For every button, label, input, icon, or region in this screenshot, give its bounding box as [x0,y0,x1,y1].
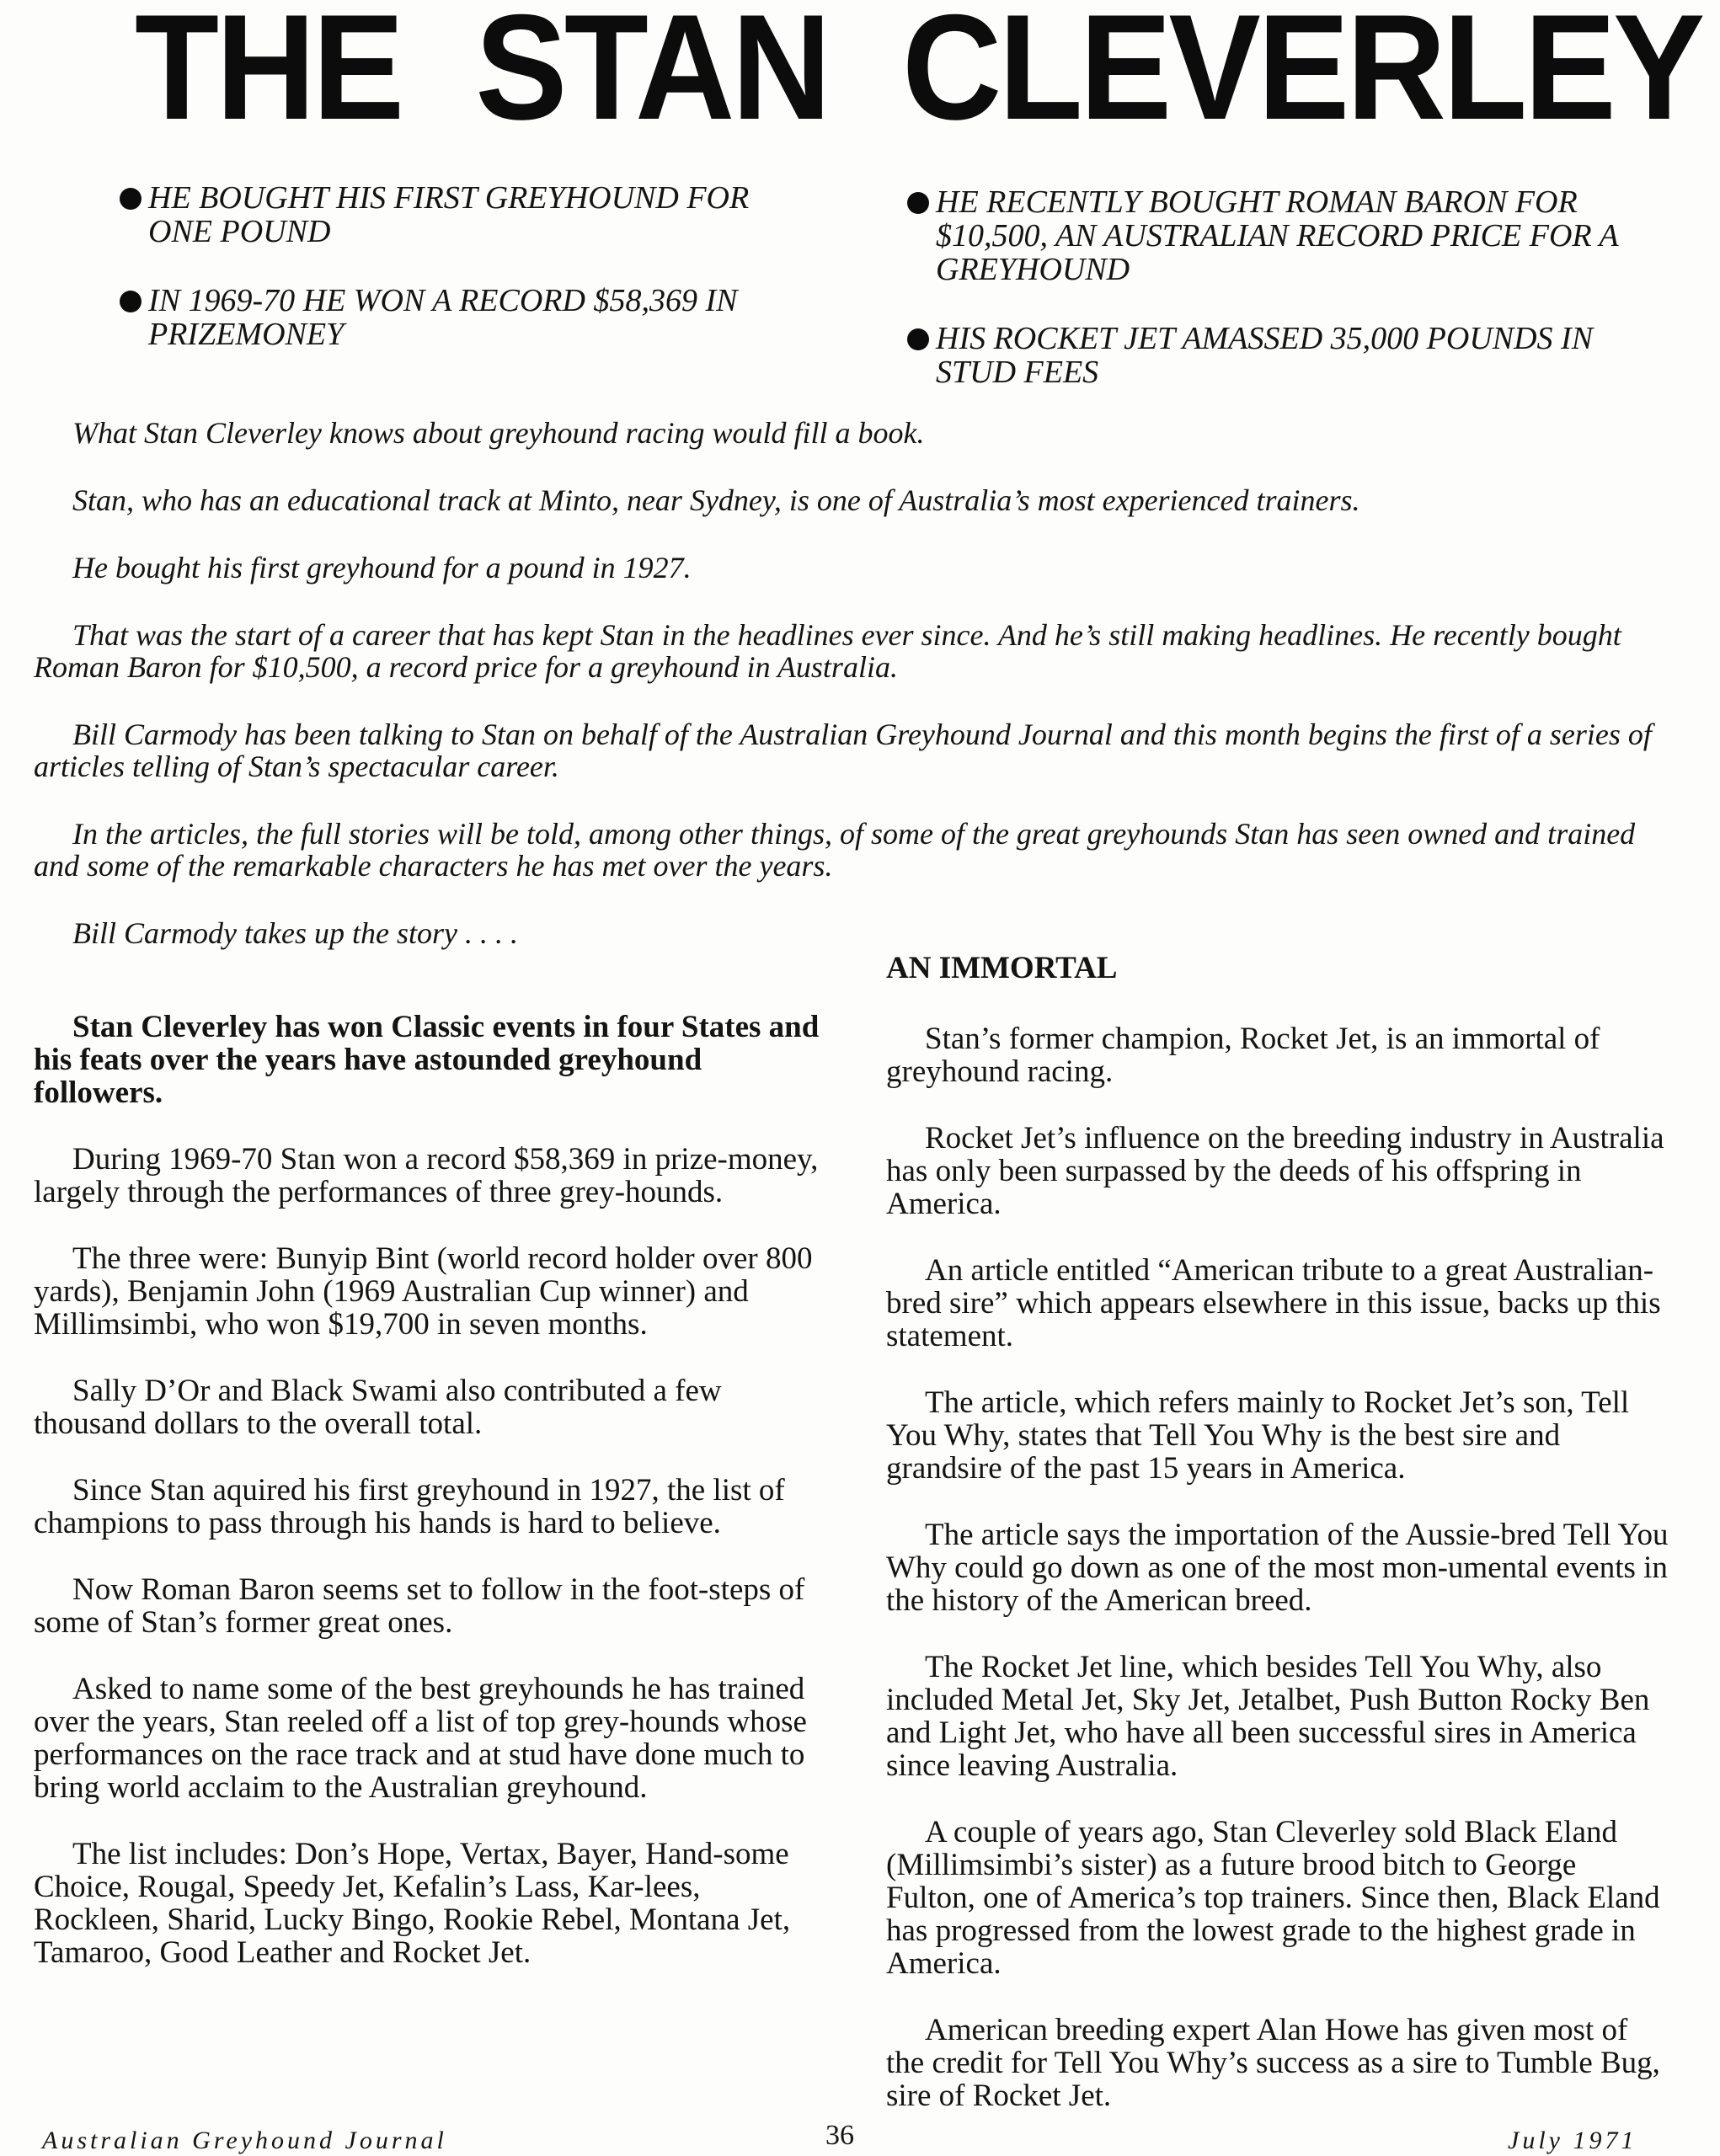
bullet-dot-icon [120,188,142,210]
body-paragraph: A couple of years ago, Stan Cleverley sold Black Eland (Millimsimbi’s sister) as a future brood bitch to George Fulton, one of America’s top trainers. Since then, Black Eland has progressed from the lowest grade to the highest grade in America. [886,1815,1660,1981]
bullet-dot-icon [907,192,929,214]
section-heading: AN IMMORTAL [886,951,1118,985]
lead-paragraph: Stan Cleverley has won Classic events in four States and his feats over the years have astounded greyhound followers. [34,1010,820,1110]
body-paragraph: During 1969-70 Stan won a record $58,369 in prize-money, largely through the performances of three grey-hounds. [34,1142,819,1209]
highlight-item [118,181,792,248]
bullet-dot-icon [120,291,142,312]
intro-paragraph: Stan, who has an educational track at Minto, near Sydney, is one of Australia’s most experienced trainers. [72,483,1360,517]
body-paragraph: Now Roman Baron seems set to follow in the foot-steps of some of Stan’s former great ones. [34,1572,805,1640]
highlight-item [905,322,1621,389]
issue-date: July 1971 [1508,2127,1637,2154]
highlight-text: IN 1969-70 HE WON A RECORD $58,369 IN PRIZEMONEY [148,283,738,352]
intro-paragraph: In the articles, the full stories will be told, among other things, of some of the great greyhounds Stan has seen owned and trained and some of the remarkable characters he has met over the years. [34,817,1636,883]
highlight-item [905,185,1621,286]
intro-paragraph: He bought his first greyhound for a pound in 1927. [72,551,692,584]
body-paragraph: American breeding expert Alan Howe has given most of the credit for Tell You Why’s success as a sire to Tumble Bug, sire of Rocket Jet. [886,2013,1660,2113]
body-paragraph: Rocket Jet’s influence on the breeding industry in Australia has only been surpassed by the deeds of his offspring in America. [886,1121,1664,1221]
page-footer [0,2120,1720,2156]
highlights-left [118,181,792,387]
body-paragraph: The three were: Bunyip Bint (world record holder over 800 yards), Benjamin John (1969 Australian Cup winner) and Millimsimbi, who won $19,700 in seven months. [34,1241,813,1342]
page-number: 36 [825,2120,854,2151]
intro-paragraph: Bill Carmody has been talking to Stan on behalf of the Australian Greyhound Journal and this month begins the first of a series of articles telling of Stan’s spectacular career. [34,718,1652,783]
intro-section [34,417,1685,985]
highlight-item [118,284,792,351]
intro-paragraph: What Stan Cleverley knows about greyhound racing would fill a book. [72,416,925,450]
journal-name: Australian Greyhound Journal [42,2127,447,2154]
highlight-text: HE RECENTLY BOUGHT ROMAN BARON FOR $10,500, AN AUSTRALIAN RECORD PRICE FOR A GREYHOUND [936,184,1618,287]
highlight-text: HIS ROCKET JET AMASSED 35,000 POUNDS IN STUD FEES [936,321,1594,390]
body-paragraph: Stan’s former champion, Rocket Jet, is an immortal of greyhound racing. [886,1022,1600,1089]
body-paragraph: The article, which refers mainly to Rocket Jet’s son, Tell You Why, states that Tell You Why is the best sire and grandsire of the past 15 years in America. [886,1385,1630,1486]
body-paragraph: The Rocket Jet line, which besides Tell You Why, also included Metal Jet, Sky Jet, Jetalbet, Push Button Rocky Ben and Light Jet, who have all been successful sires in America since leaving Australia. [886,1650,1650,1783]
article-column-left [34,1011,821,2003]
bullet-dot-icon [907,328,929,350]
body-paragraph: The article says the importation of the Aussie-bred Tell You Why could go down as one of the most mon-umental events in the history of the American breed. [886,1518,1669,1618]
body-paragraph: Sally D’Or and Black Swami also contributed a few thousand dollars to the overall total. [34,1374,722,1441]
intro-paragraph: Bill Carmody takes up the story . . . . [72,916,518,950]
article-column-right [886,952,1669,2146]
highlight-text: HE BOUGHT HIS FIRST GREYHOUND FOR ONE POUND [148,180,750,249]
body-paragraph: An article entitled “American tribute to a great Australian-bred sire” which appears elsewhere in this issue, backs up this statement. [886,1253,1661,1353]
highlights-right [905,185,1621,424]
body-paragraph: Asked to name some of the best greyhounds he has trained over the years, Stan reeled off a list of top grey-hounds whose performances on the race track and at stud have done much to bring world acclaim to the Australian greyhound. [34,1672,807,1805]
article-title: THE STAN CLEVERLEY [135,0,1702,151]
intro-paragraph: That was the start of a career that has kept Stan in the headlines ever since. And he’s still making headlines. He recently bought Roman Baron for $10,500, a record price for a greyhound in Australia. [34,618,1621,684]
body-paragraph: The list includes: Don’s Hope, Vertax, Bayer, Hand-some Choice, Rougal, Speedy Jet, Kefalin’s Lass, Kar-lees, Rockleen, Sharid, Lucky Bingo, Rookie Rebel, Montana Jet, Tamaroo, Good Leather and Rocket Jet. [34,1837,791,1970]
body-paragraph: Since Stan aquired his first greyhound in 1927, the list of champions to pass through his hands is hard to believe. [34,1473,785,1540]
